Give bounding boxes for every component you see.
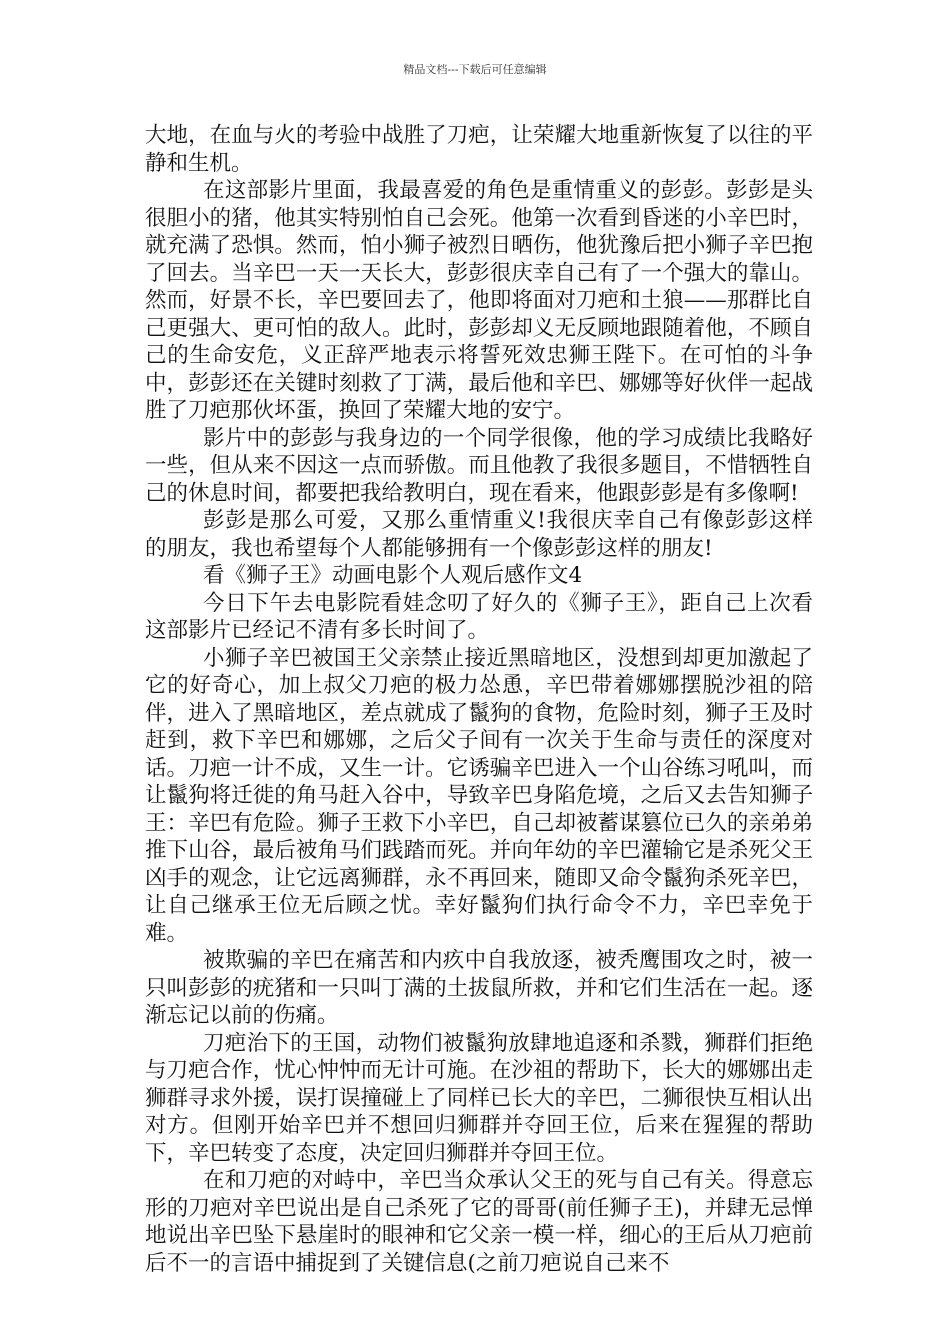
section-title: 看《狮子王》动画电影个人观后感作文4: [203, 563, 583, 588]
paragraph-1: 大地，在血与火的考验中战胜了刀疤，让荣耀大地重新恢复了以往的平静和生机。: [145, 123, 813, 176]
paragraph-3: 影片中的彭彭与我身边的一个同学很像，他的学习成绩比我略好一些，但从来不因这一点而骄傲。而且他教了我很多题目，不惜牺牲自己的休息时间，都要把我给教明白，现在看来，他跟彭彭是有多像啊!: [145, 425, 813, 506]
paragraph-2: 在这部影片里面，我最喜爱的角色是重情重义的彭彭。彭彭是头很胆小的猪，他其实特别怕自己会死。他第一次看到昏迷的小辛巴时，就充满了恐惧。然而，怕小狮子被烈日晒伤，他犹豫后把小狮子辛巴抱了回去。当辛巴一天一天长大，彭彭很庆幸自己有了一个强大的靠山。然而，好景不长，辛巴要回去了，他即将面对刀疤和土狼——那群比自己更强大、更可怕的敌人。此时，彭彭却义无反顾地跟随着他，不顾自己的生命安危，义正辞严地表示将誓死效忠狮王陛下。在可怕的斗争中，彭彭还在关键时刻救了丁满，最后他和辛巴、娜娜等好伙伴一起战胜了刀疤那伙坏蛋，换回了荣耀大地的安宁。: [145, 178, 813, 423]
paragraph-9: 在和刀疤的对峙中，辛巴当众承认父王的死与自己有关。得意忘形的刀疤对辛巴说出是自己杀死了它的哥哥(前任狮子王)，并肆无忌惮地说出辛巴坠下悬崖时的眼神和它父亲一模一样，细心的王后从刀疤前后不一的言语中捕捉到了关键信息(之前刀疤说自己来不: [145, 1168, 813, 1276]
paragraph-8: 刀疤治下的王国，动物们被鬣狗放肆地追逐和杀戮，狮群们拒绝与刀疤合作，忧心忡忡而无计可施。在沙祖的帮助下，长大的娜娜出走狮群寻求外援，误打误撞碰上了同样已长大的辛巴，二狮很快互相认出对方。但刚开始辛巴并不想回归狮群并夺回王位，后来在猩猩的帮助下，辛巴转变了态度，决定回归狮群并夺回王位。: [145, 1030, 813, 1166]
paragraph-7: 被欺骗的辛巴在痛苦和内疚中自我放逐，被秃鹰围攻之时，被一只叫彭彭的疣猪和一只叫丁满的土拔鼠所救，并和它们生活在一起。逐渐忘记以前的伤痛。: [145, 948, 813, 1028]
page-header: 精品文档---下载后可任意编辑: [403, 63, 547, 76]
document-body: [145, 122, 813, 1277]
paragraph-6: 小狮子辛巴被国王父亲禁止接近黑暗地区，没想到却更加激起了它的好奇心，加上叔父刀疤的极力怂恿，辛巴带着娜娜摆脱沙祖的陪伴，进入了黑暗地区，差点就成了鬣狗的食物，危险时刻，狮子王及时赶到，救下辛巴和娜娜，之后父子间有一次关于生命与责任的深度对话。刀疤一计不成，又生一计。它诱骗辛巴进入一个山谷练习吼叫，而让鬣狗将迁徙的角马赶入谷中，导致辛巴身陷危境，之后又去告知狮子王：辛巴有危险。狮子王救下小辛巴，自己却被蓄谋篡位已久的亲弟弟推下山谷，最后被角马们践踏而死。并向年幼的辛巴灌输它是杀死父王凶手的观念，让它远离狮群，永不再回来，随即又命令鬣狗杀死辛巴，让自己继承王位无后顾之忧。幸好鬣狗们执行命令不力，辛巴幸免于难。: [145, 645, 813, 946]
paragraph-5: 今日下午去电影院看娃念叨了好久的《狮子王》，距自己上次看这部影片已经记不清有多长时间了。: [145, 590, 813, 643]
paragraph-4: 彭彭是那么可爱，又那么重情重义!我很庆幸自己有像彭彭这样的朋友，我也希望每个人都能够拥有一个像彭彭这样的朋友!: [145, 508, 813, 561]
